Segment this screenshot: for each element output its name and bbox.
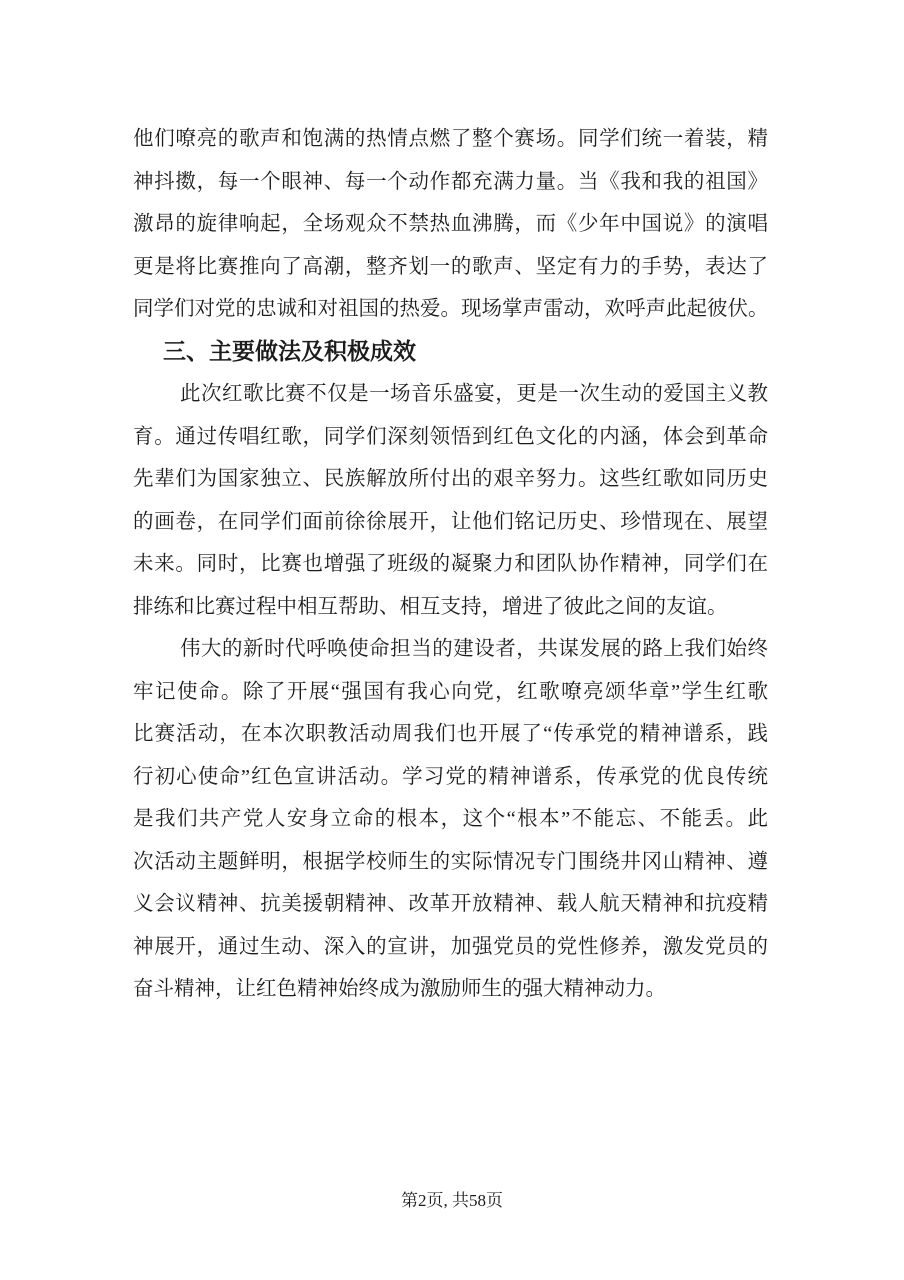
body-text-line: 奋斗精神，让红色精神始终成为激励师生的强大精神动力。 [133, 978, 666, 1000]
body-text-line: 更是将比赛推向了高潮，整齐划一的歌声、坚定有力的手势，表达了 [133, 255, 768, 278]
body-text-line: 他们嘹亮的歌声和饱满的热情点燃了整个赛场。同学们统一着装，精 [133, 128, 768, 150]
body-text-line: 育。通过传唱红歌，同学们深刻领悟到红色文化的内涵，体会到革命 [133, 425, 768, 448]
body-text-line: 伟大的新时代呼唤使命担当的建设者，共谋发展的路上我们始终 [180, 638, 768, 660]
section-heading: 三、主要做法及积极成效 [163, 338, 416, 364]
page-number: 第2页, 共58页 [401, 1191, 503, 1210]
body-text-line: 先辈们为国家独立、民族解放所付出的艰辛努力。这些红歌如同历史 [133, 468, 768, 490]
body-text-line: 激昂的旋律响起，全场观众不禁热血沸腾，而《少年中国说》的演唱 [133, 213, 768, 235]
body-text-line: 次活动主题鲜明，根据学校师生的实际情况专门围绕井冈山精神、遵 [133, 850, 768, 873]
body-text-line: 同学们对党的忠诚和对祖国的热爱。现场掌声雷动，欢呼声此起彼伏。 [133, 298, 769, 320]
body-text-line: 神抖擞，每一个眼神、每一个动作都充满力量。当《我和我的祖国》 [133, 170, 768, 193]
body-text-line: 未来。同时，比赛也增强了班级的凝聚力和团队协作精神，同学们在 [133, 553, 768, 575]
document-body [133, 118, 768, 1011]
body-text-line: 牢记使命。除了开展“强国有我心向党，红歌嘹亮颂华章”学生红歌 [133, 680, 768, 703]
body-text-line: 行初心使命”红色宣讲活动。学习党的精神谱系，传承党的优良传统 [133, 765, 768, 788]
body-text-line: 是我们共产党人安身立命的根本，这个“根本”不能忘、不能丢。此 [133, 808, 768, 830]
body-text-line: 比赛活动，在本次职教活动周我们也开展了“传承党的精神谱系，践 [133, 723, 768, 745]
body-text-line: 排练和比赛过程中相互帮助、相互支持，增进了彼此之间的友谊。 [133, 595, 728, 618]
body-text-line: 神展开，通过生动、深入的宣讲，加强党员的党性修养，激发党员的 [133, 935, 768, 958]
body-text-line: 此次红歌比赛不仅是一场音乐盛宴，更是一次生动的爱国主义教 [180, 383, 768, 405]
body-text-line: 的画卷，在同学们面前徐徐展开，让他们铭记历史、珍惜现在、展望 [133, 510, 768, 533]
body-text-line: 义会议精神、抗美援朝精神、改革开放精神、载人航天精神和抗疫精 [133, 893, 768, 915]
